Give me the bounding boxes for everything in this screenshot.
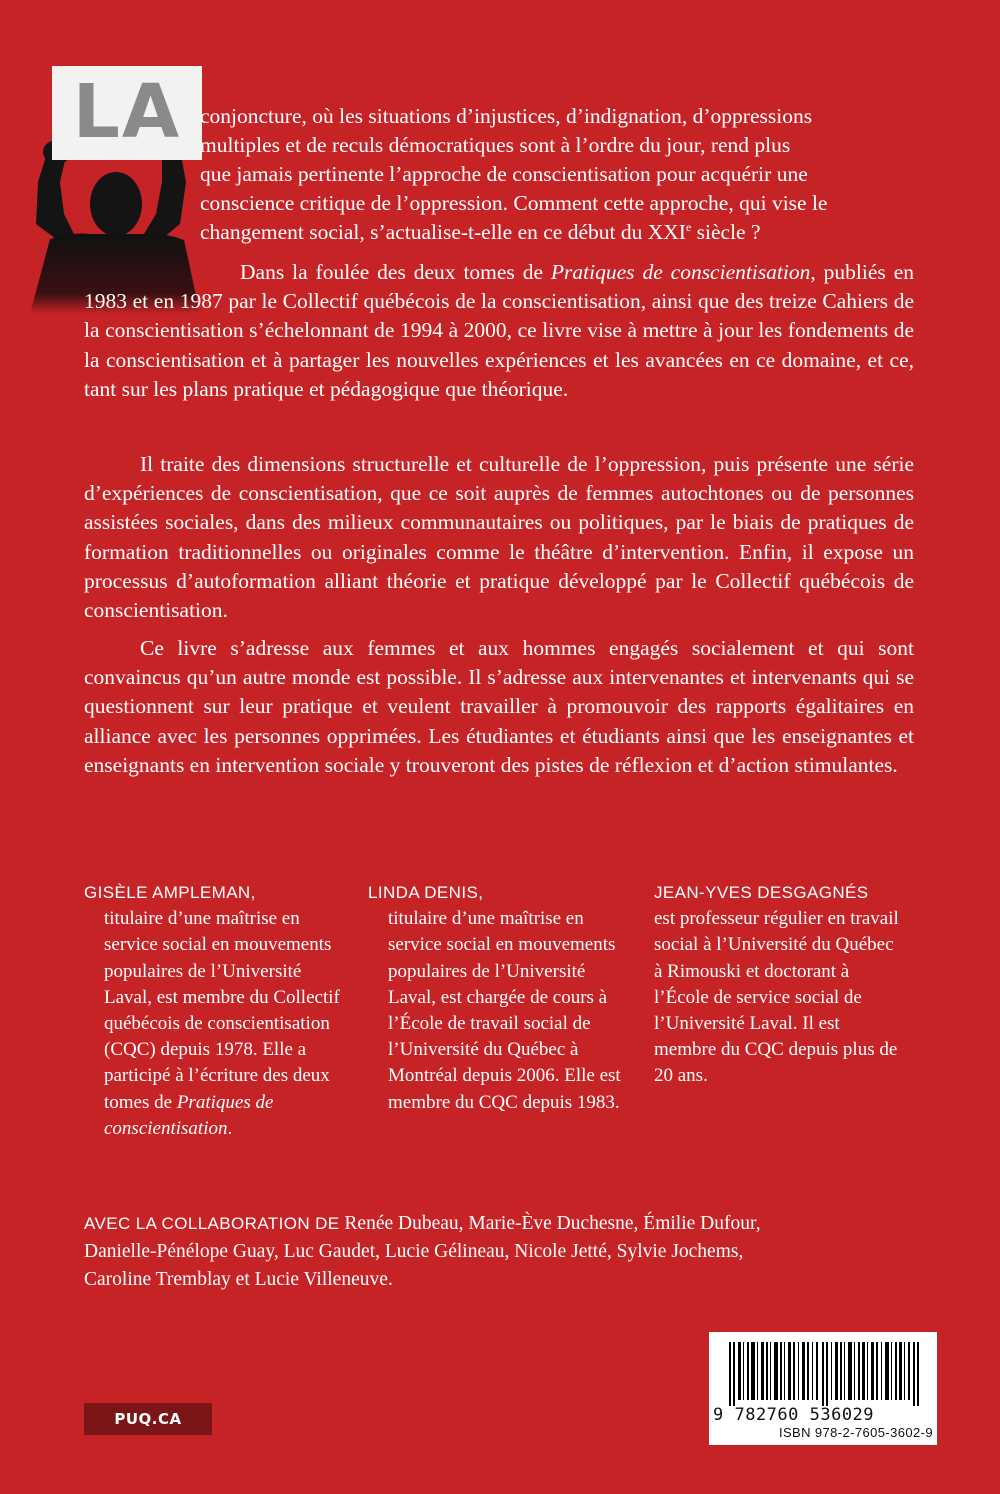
paragraph-3: Il traite des dimensions structurelle et culturelle de l’oppression, puis présente une série d’expériences de conscientisation, que ce soit auprès de femmes autochtones ou de personnes assistées sociales, dans des milieux communautaires ou politiques, par le biais de pratiques de formation traditionnelles ou originales comme le théâtre d’intervention. Enfin, il expose un processus d’autoformation alliant théorie et pratique développé par le Collectif québécois de conscientisation. — [84, 452, 914, 623]
author-name: LINDA DENIS, — [368, 883, 484, 902]
intro-line: multiples et de reculs démocratiques sont à l’ordre du jour, rend plus — [200, 133, 791, 157]
isbn-barcode — [709, 1332, 937, 1445]
author-bio: titulaire d’une maîtrise en service social en mouvements populaires de l’Université Laval, est chargée de cours à l’École de travail social de l’Université du Québec à Montréal depuis 2006. Elle est membre du CQC depuis 1983. — [388, 908, 621, 1113]
collab-names: Renée Dubeau, Marie-Ève Duchesne, Émilie Dufour, Danielle-Pénélope Guay, Luc Gaudet, Lucie Gélineau, Nicole Jetté, Sylvie Jochems, Caroline Tremblay et Lucie Villeneuve. — [84, 1213, 761, 1290]
barcode-digits: 9 782760 536029 — [713, 1405, 875, 1425]
intro-line: conjoncture, où les situations d’injustices, d’indignation, d’oppressions — [200, 104, 813, 128]
collaborators — [84, 1210, 804, 1294]
intro-line: que jamais pertinente l’approche de conscientisation pour acquérir une — [200, 162, 808, 186]
author-name: GISÈLE AMPLEMAN, — [84, 883, 256, 902]
author-ampleman — [84, 880, 342, 1142]
sign-text: LA — [72, 69, 182, 155]
collab-label: AVEC LA COLLABORATION DE — [84, 1214, 340, 1233]
author-bio: titulaire d’une maîtrise en service social en mouvements populaires de l’Université Laval, est membre du Collectif québécois de conscientisation (CQC) depuis 1978. Elle a participé à l’écriture des deux tomes de Pratiques de conscientisation. — [104, 908, 340, 1139]
author-denis — [368, 880, 630, 1116]
intro-line-last: changement social, s’actualise-t-elle en ce début du XXIe siècle ? — [200, 219, 761, 244]
protest-sign — [52, 66, 202, 160]
paragraph-4: Ce livre s’adresse aux femmes et aux hommes engagés socialement et qui sont convaincus qu’un autre monde est possible. Il s’adresse aux intervenantes et intervenants qui se questionnent sur leur pratique et veulent travailler à promouvoir des rapports égalitaires en alliance avec les personnes opprimées. Les étudiantes et étudiants ainsi que les enseignantes et enseignants en intervention sociale y trouveront des pistes de réflexion et d’action stimulantes. — [84, 636, 914, 777]
publisher-link[interactable]: PUQ.CA — [84, 1403, 212, 1435]
author-desgagnes — [654, 880, 900, 1090]
isbn-number: ISBN 978-2-7605-3602-9 — [778, 1425, 933, 1440]
book-title: Pratiques de conscientisation — [550, 260, 811, 284]
author-name: JEAN-YVES DESGAGNÉS — [654, 883, 869, 902]
author-bio: est professeur régulier en travail social à l’Université du Québec à Rimouski et doctorant à l’École de service social de l’Université Laval. Il est membre du CQC depuis plus de 20 ans. — [654, 908, 899, 1087]
intro-line: conscience critique de l’oppression. Comment cette approche, qui vise le — [200, 191, 828, 215]
paragraph-2: Dans la foulée des deux tomes de Pratiques de conscientisation, publiés en 1983 et en 1987 par le Collectif québécois de la conscientisation, ainsi que des treize Cahiers de la conscientisation s’échelonnant de 1994 à 2000, ce livre vise à mettre à jour les fondements de la conscientisation et à partager les nouvelles expériences et les avancées en ce domaine, et ce, tant sur les plans pratique et pédagogique que théorique. — [84, 260, 914, 401]
barcode-graphic — [727, 1342, 923, 1406]
